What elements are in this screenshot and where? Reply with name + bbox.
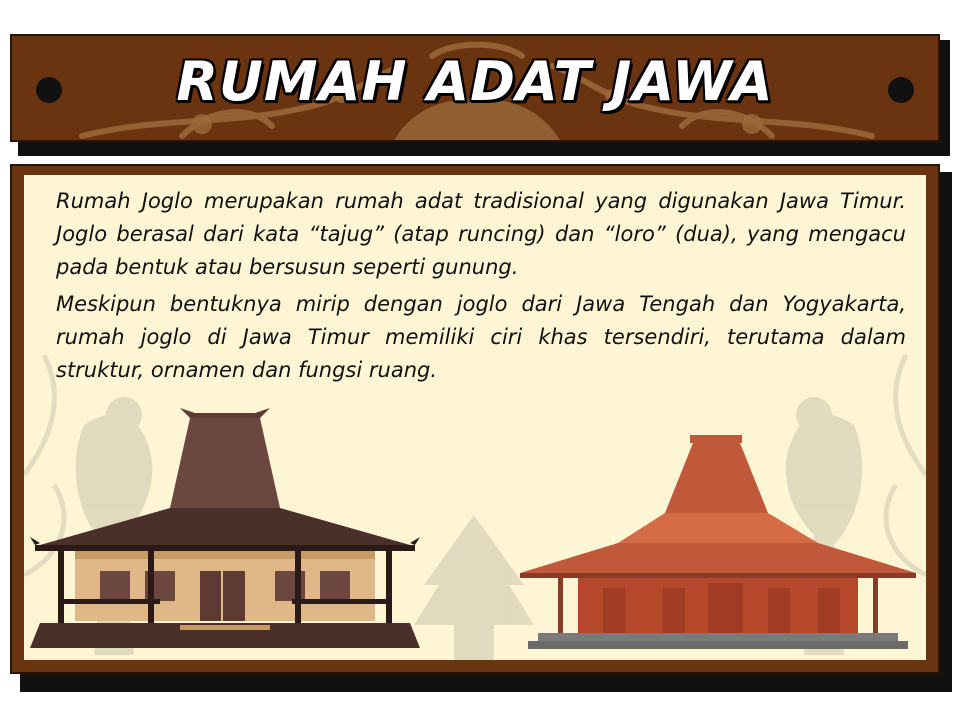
joglo-house-brown-illustration bbox=[30, 403, 420, 648]
page-title: RUMAH ADAT JAWA bbox=[176, 50, 774, 113]
joglo-house-red-illustration bbox=[518, 433, 918, 653]
title-board bbox=[10, 34, 940, 142]
paragraph-1: Rumah Joglo merupakan rumah adat tradisional yang digunakan Jawa Timur. Joglo berasal dari kata “tajug” (atap runcing) dan “loro” (dua), yang mengacu pada bentuk atau bersusun seperti gunung. bbox=[56, 189, 906, 279]
description-text bbox=[56, 185, 906, 391]
content-paper bbox=[24, 175, 926, 660]
paragraph-2: Meskipun bentuknya mirip dengan joglo dari Jawa Tengah dan Yogyakarta, rumah joglo di Jawa Timur memiliki ciri khas tersendiri, terutama dalam struktur, ornamen dan fungsi ruang. bbox=[56, 292, 906, 382]
